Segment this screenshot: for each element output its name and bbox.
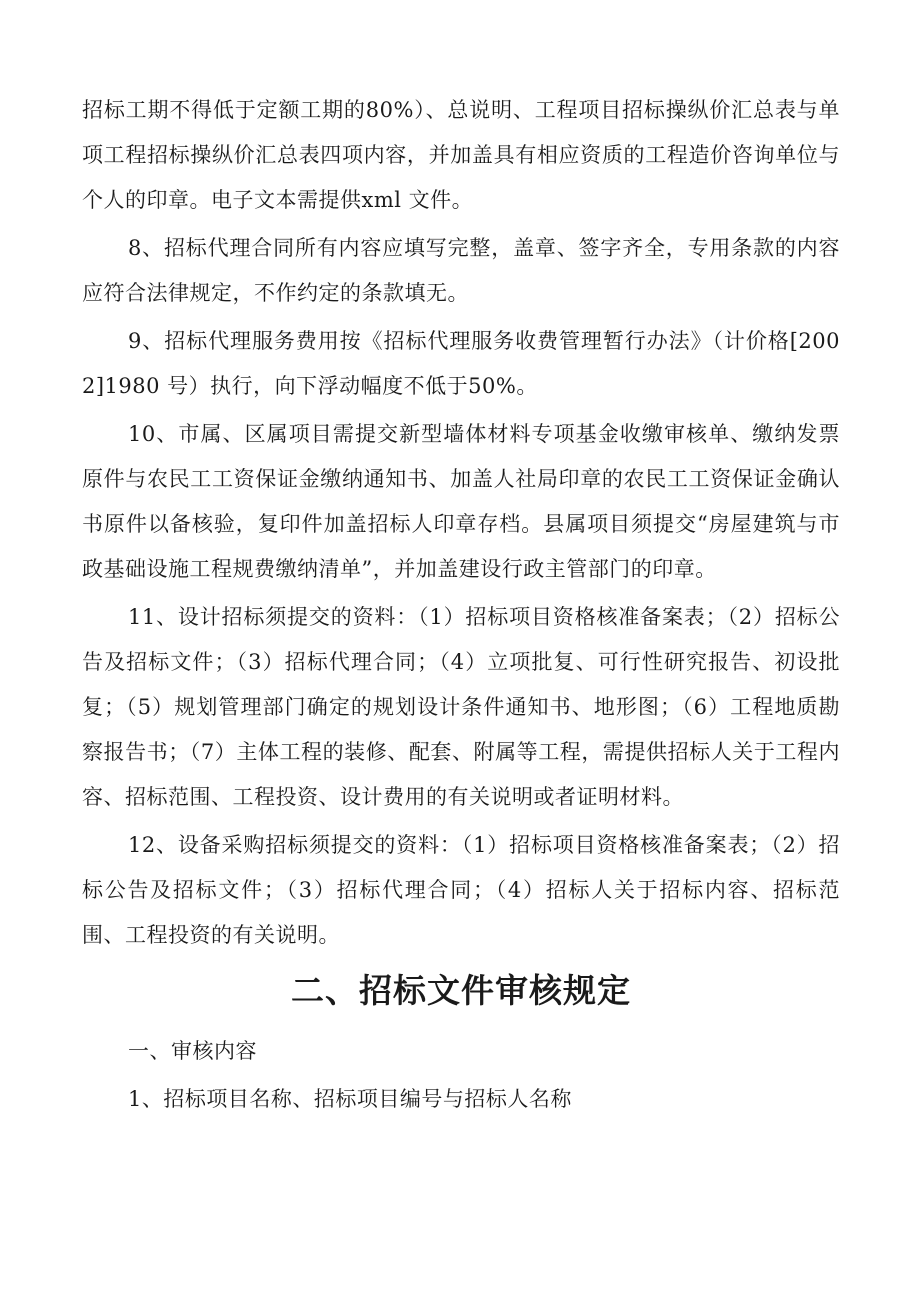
subsection-heading-review-content: 一、审核内容 [128, 1039, 257, 1063]
paragraph-item-12: 12、设备采购招标须提交的资料：（1）招标项目资格核准备案表；（2）招标公告及招标文件；（3）招标代理合同；（4）招标人关于招标内容、招标范围、工程投资的有关说明。 [82, 833, 840, 947]
paragraph-item-9: 9、招标代理服务费用按《招标代理服务收费管理暂行办法》（计价格[2002]1980 号）执行，向下浮动幅度不低于50%。 [82, 329, 840, 398]
paragraph-tender-price-summary: 招标工期不得低于定额工期的80%）、总说明、工程项目招标操纵价汇总表与单项工程招标操纵价汇总表四项内容，并加盖具有相应资质的工程造价咨询单位与个人的印章。电子文本需提供xml 文件。 [82, 98, 840, 212]
paragraph-review-item-1: 1、招标项目名称、招标项目编号与招标人名称 [128, 1087, 572, 1111]
paragraph-item-11: 11、设计招标须提交的资料：（1）招标项目资格核准备案表；（2）招标公告及招标文件；（3）招标代理合同；（4）立项批复、可行性研究报告、初设批复；（5）规划管理部门确定的规划设计条件通知书、地形图；（6）工程地质勘察报告书；（7）主体工程的装修、配套、附属等工程，需提供招标人关于工程内容、招标范围、工程投资、设计费用的有关说明或者证明材料。 [82, 605, 840, 809]
section-heading: 二、招标文件审核规定 [291, 971, 631, 1010]
paragraph-item-8: 8、招标代理合同所有内容应填写完整，盖章、签字齐全，专用条款的内容应符合法律规定，不作约定的条款填无。 [82, 236, 840, 305]
document-body [82, 88, 840, 1125]
paragraph-item-10: 10、市属、区属项目需提交新型墙体材料专项基金收缴审核单、缴纳发票原件与农民工工资保证金缴纳通知书、加盖人社局印章的农民工工资保证金确认书原件以备核验，复印件加盖招标人印章存档。县属项目须提交“房屋建筑与市政基础设施工程规费缴纳清单”，并加盖建设行政主管部门的印章。 [82, 422, 840, 581]
